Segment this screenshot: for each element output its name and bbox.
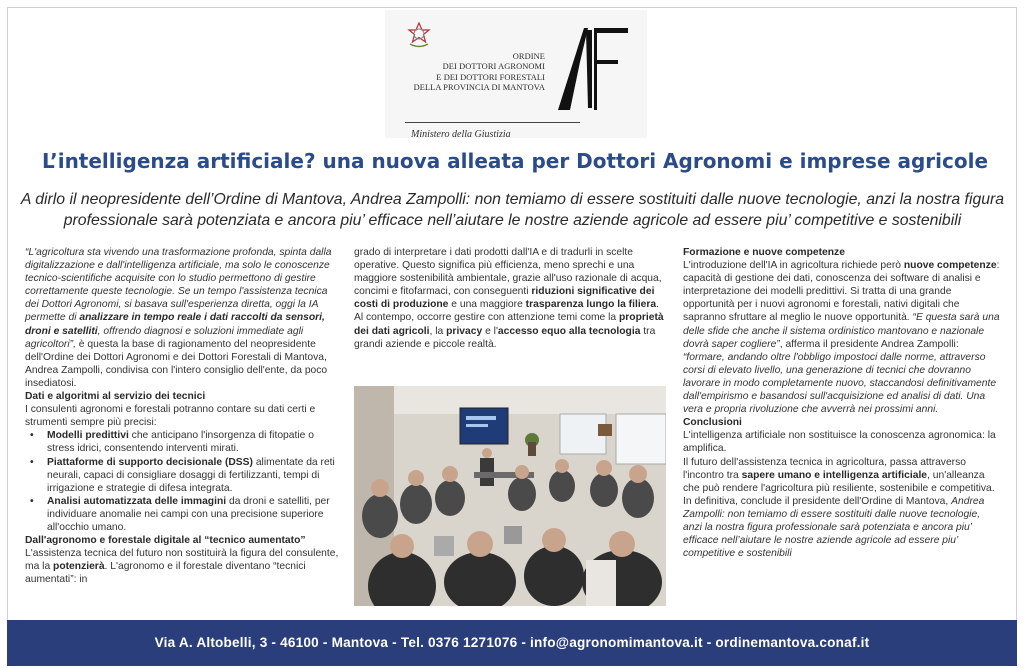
column-3: [683, 246, 1001, 560]
italian-emblem-icon: [407, 22, 431, 48]
paragraph: I consulenti agronomi e forestali potranno contare su dati certi e strumenti sempre più precisi:: [25, 404, 316, 429]
meeting-photo: [354, 386, 666, 606]
subheadline: A dirlo il neopresidente dell’Ordine di Mantova, Andrea Zampolli: non temiamo di essere sostituiti dalle nuove tecnologie, anzi la nostra figura professionale sarà potenziata e ancora piu’ efficace nell’aiutare le nostre aziende agricole ad essere piu’ competitive e sostenibili: [20, 191, 1005, 229]
paragraph: grado di interpretare i dati prodotti dall'IA e di tradurli in scelte operative. Questo significa più efficienza, meno sprechi e una maggiore sostenibilità ambientale, grazie all'uso razionale di acqua, concimi e fitofarmaci, con conseguenti riduzioni significative dei costi di produzione e una maggiore trasparenza lungo la filiera. Al contempo, occorre gestire con attenzione temi come la proprietà dei dati agricoli, la privacy e l'accesso equo alla tecnologia tra grandi aziende e piccole realtà.: [354, 247, 664, 350]
bullet-list: [25, 429, 341, 534]
divider: [405, 122, 580, 123]
column-2: [354, 246, 668, 351]
paragraph: L'intelligenza artificiale non sostituisce la conoscenza agronomica: la amplifica.: [683, 430, 996, 455]
list-item: • Piattaforme di supporto decisionale (DSS) alimentate da reti neurali, capaci di consigliare dosaggi di fertilizzanti, tempi di irrigazione e strategie di difesa integrata.: [47, 456, 341, 495]
meeting-photo-illustration: [354, 386, 666, 606]
paragraph: L'introduzione dell'IA in agricoltura richiede però nuove competenze: capacità di gestione dei dati, conoscenza dei software di analisi e interpretazione dei modelli predittivi. Si tratta di una grande opportunità per i nuovi agronomi e forestali, nativi digitali che sapranno sfruttare al meglio le nuove opportunità. “E questa sarà una delle sfide che anche il sistema ordinistico mantovano e nazionale dovrà saper cogliere”, afferma il presidente Andrea Zampolli: “formare, andando oltre l'obbligo impostoci dalle norme, attraverso corsi di elevato livello, una generazione di tecnici che dovranno lavorare in modo completamente nuovo, staccandosi definitivamente dall'empirismo e basandosi sull'acquisizione ed analisi di dati. Una vera e propria rivoluzione che avverrà nei prossimi anni.: [683, 260, 1000, 416]
section-heading: Dati e algoritmi al servizio dei tecnici: [25, 391, 206, 403]
list-item: • Modelli predittivi che anticipano l'insorgenza di fitopatie o stress idrici, consentendo interventi mirati.: [47, 429, 341, 455]
masthead: [385, 10, 647, 138]
intro-paragraph: “L'agricoltura sta vivendo una trasformazione profonda, spinta dalla digitalizzazione e dall'intelligenza artificiale, ma solo le conoscenze tecnico-scientifiche acquisite con lo studio permettono di gestire correttamente queste tecnologie. Se un tempo l'assistenza tecnica dei Dottori Agronomi, si basava sull'esperienza diretta, oggi la IA permette di analizzare in tempo reale i dati raccolti da sensori, droni e satelliti, offrendo diagnosi e soluzioni immediate agli agricoltori”, è questa la base di ragionamento del neopresidente dell'Ordine dei Dottori Agronomi e dei Dottori Forestali di Mantova, Andrea Zampolli, condivisa con l'intero consiglio dell'ente, da poco insediatosi.: [25, 247, 332, 389]
paragraph: Il futuro dell'assistenza tecnica in agricoltura, passa attraverso l'incontro tra sapere umano e intelligenza artificiale, un'alleanza che può rendere l'agricoltura più resiliente, sostenibile e competitiva. In definitiva, conclude il presidente dell'Ordine di Mantova, Andrea Zampolli: non temiamo di essere sostituiti dalle nuove tecnologie, anzi la nostra figura professionale sarà potenziata e ancora piu’ efficace nell’aiutare le nostre aziende agricole ad essere piu’ competitive e sostenibili: [683, 456, 995, 560]
headline: L’intelligenza artificiale? una nuova alleata per Dottori Agronomi e imprese agricole: [41, 149, 989, 173]
org-name: ORDINE DEI DOTTORI AGRONOMI E DEI DOTTORI FORESTALI DELLA PROVINCIA DI MANTOVA: [413, 52, 545, 93]
column-1: [25, 246, 341, 586]
contact-footer: Via A. Altobelli, 3 - 46100 - Mantova - Tel. 0376 1271076 - info@agronomimantova.it - ordinemantova.conaf.it: [7, 620, 1017, 666]
section-heading: Conclusioni: [683, 417, 742, 429]
af-logo: [550, 22, 635, 112]
section-heading: Dall'agronomo e forestale digitale al “tecnico aumentato”: [25, 535, 306, 547]
section-heading: Formazione e nuove competenze: [683, 247, 845, 258]
paragraph: L'assistenza tecnica del futuro non sostituirà la figura del consulente, ma la potenzierà. L'agronomo e il forestale diventano “tecnici aumentati”: in: [25, 548, 339, 586]
list-item: • Analisi automatizzata delle immagini da droni e satelliti, per individuare anomalie nei campi con una precisione superiore all'occhio umano.: [47, 495, 341, 534]
ministry-label: Ministero della Giustizia: [411, 129, 511, 140]
